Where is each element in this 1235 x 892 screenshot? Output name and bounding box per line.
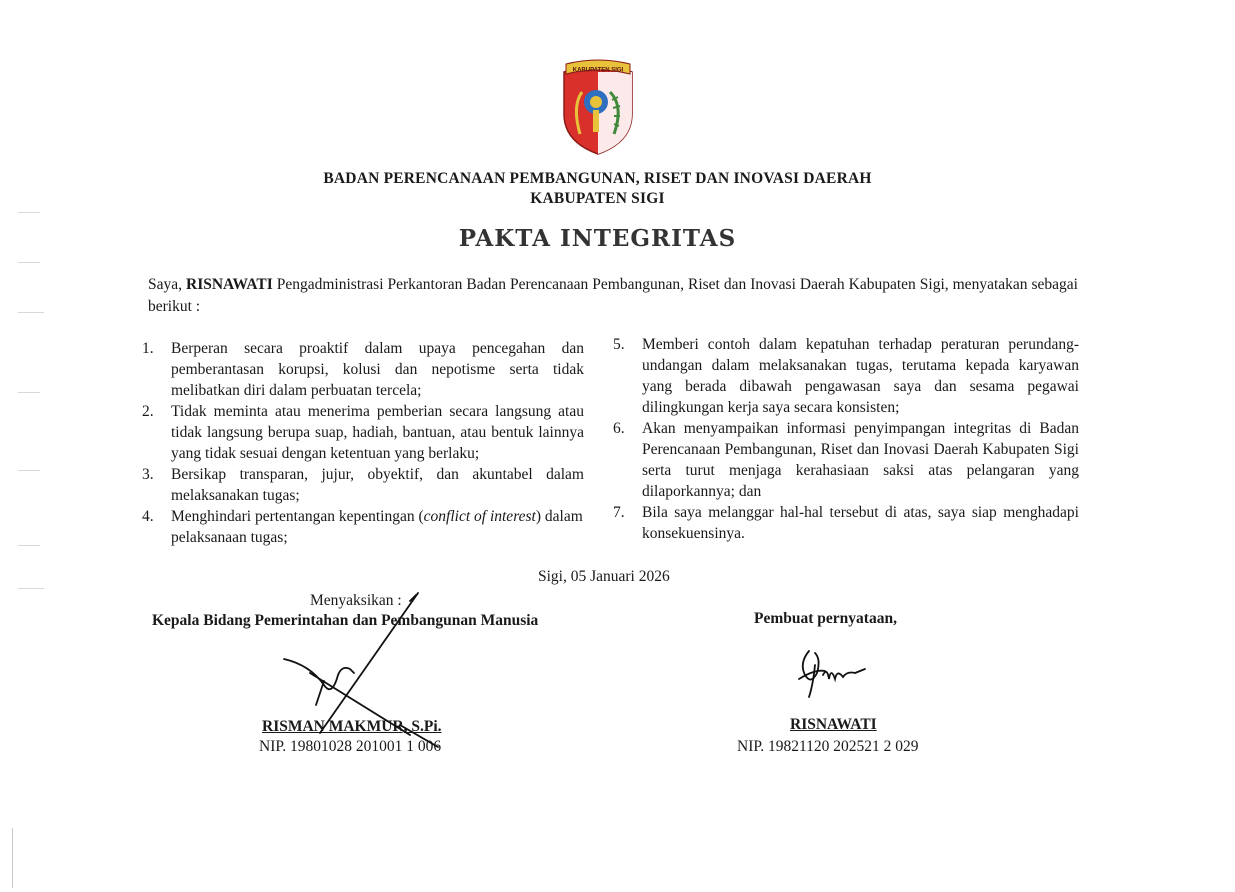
item-text: Akan menyampaikan informasi penyimpangan integritas di Badan Perencanaan Pembangunan, Riset dan Inovasi Daerah Kabupaten Sigi serta turut menjaga kerahasiaan saksi atas pelangaran yang dilaporkannya; dan: [642, 420, 1079, 500]
item-text: [171, 506, 584, 548]
item-number: 6.: [613, 420, 625, 437]
witness-signature: [280, 585, 520, 775]
list-item: [142, 338, 584, 401]
scan-mark: [18, 470, 40, 471]
intro-name: RISNAWATI: [186, 276, 273, 293]
intro-rest: Pengadministrasi Perkantoran Badan Perencanaan Pembangunan, Riset dan Inovasi Daerah Kabupaten Sigi, menyatakan sebagai berikut :: [148, 276, 1078, 315]
document-title: PAKTA INTEGRITAS: [458, 225, 737, 252]
item-text: Memberi contoh dalam kepatuhan terhadap peraturan perundang-undangan dalam melaksanakan tugas, terutama kepada karyawan yang berada dibawah pengawasan saya dan sesama pegawai dilingkungan kerja saya secara konsisten;: [642, 336, 1079, 416]
scan-mark: [18, 212, 40, 213]
item-text: Bila saya melanggar hal-hal tersebut di atas, saya siap menghadapi konsekuensinya.: [642, 504, 1079, 542]
item-text: Tidak meminta atau menerima pemberian secara langsung atau tidak langsung berupa suap, hadiah, bantuan, atau bentuk lainnya yang tidak sesuai dengan ketentuan yang berlaku;: [171, 403, 584, 462]
witness-nip: NIP. 19801028 201001 1 006: [259, 738, 442, 755]
logo-text: KABUPATEN SIGI: [572, 67, 624, 74]
list-item: [142, 464, 584, 506]
item-text-italic: conflict of interest: [423, 508, 536, 525]
statement-list-left: [142, 338, 584, 548]
item-text: Berperan secara proaktif dalam upaya pencegahan dan pemberantasan korupsi, kolusi dan nepotisme serta tidak melibatkan diri dalam perbuatan tercela;: [171, 340, 584, 399]
item-number: 7.: [613, 504, 625, 521]
list-item: [142, 401, 584, 464]
list-item: [613, 418, 1079, 502]
witness-role: Kepala Bidang Pemerintahan dan Pembangunan Manusia: [152, 612, 539, 629]
item-number: 1.: [142, 340, 154, 357]
item-number: 2.: [142, 403, 154, 420]
item-number: 4.: [142, 508, 154, 525]
scan-mark: [18, 588, 44, 589]
maker-label: Pembuat pernyataan,: [754, 610, 897, 627]
item-text-after: ) dalam pelaksanaan tugas;: [171, 508, 583, 546]
list-item: [613, 334, 1079, 418]
witness-name: RISMAN MAKMUR, S.Pi.: [262, 718, 442, 735]
item-text-before: Menghindari pertentangan kepentingan (: [171, 508, 424, 525]
institution-region: KABUPATEN SIGI: [530, 190, 665, 207]
list-item: [142, 506, 584, 548]
kabupaten-sigi-logo: [558, 58, 638, 156]
place-date: Sigi, 05 Januari 2026: [538, 568, 670, 585]
intro-prefix: Saya,: [148, 276, 187, 293]
maker-nip: NIP. 19821120 202521 2 029: [737, 738, 919, 755]
item-number: 5.: [613, 336, 625, 353]
witness-label: Menyaksikan :: [310, 592, 402, 609]
item-text: Bersikap transparan, jujur, obyektif, dan akuntabel dalam melaksanakan tugas;: [171, 466, 584, 504]
item-number: 3.: [142, 466, 154, 483]
scan-mark: [18, 312, 44, 313]
statement-list-right: [613, 334, 1079, 544]
maker-signature: [795, 645, 875, 705]
list-item: [613, 502, 1079, 544]
institution-name: BADAN PERENCANAAN PEMBANGUNAN, RISET DAN INOVASI DAERAH: [323, 170, 872, 187]
maker-name: RISNAWATI: [790, 716, 877, 733]
scan-mark: [18, 545, 40, 546]
scan-mark: [18, 392, 40, 393]
scan-edge: [12, 828, 13, 888]
intro-paragraph: [148, 274, 1078, 318]
scan-mark: [18, 262, 40, 263]
